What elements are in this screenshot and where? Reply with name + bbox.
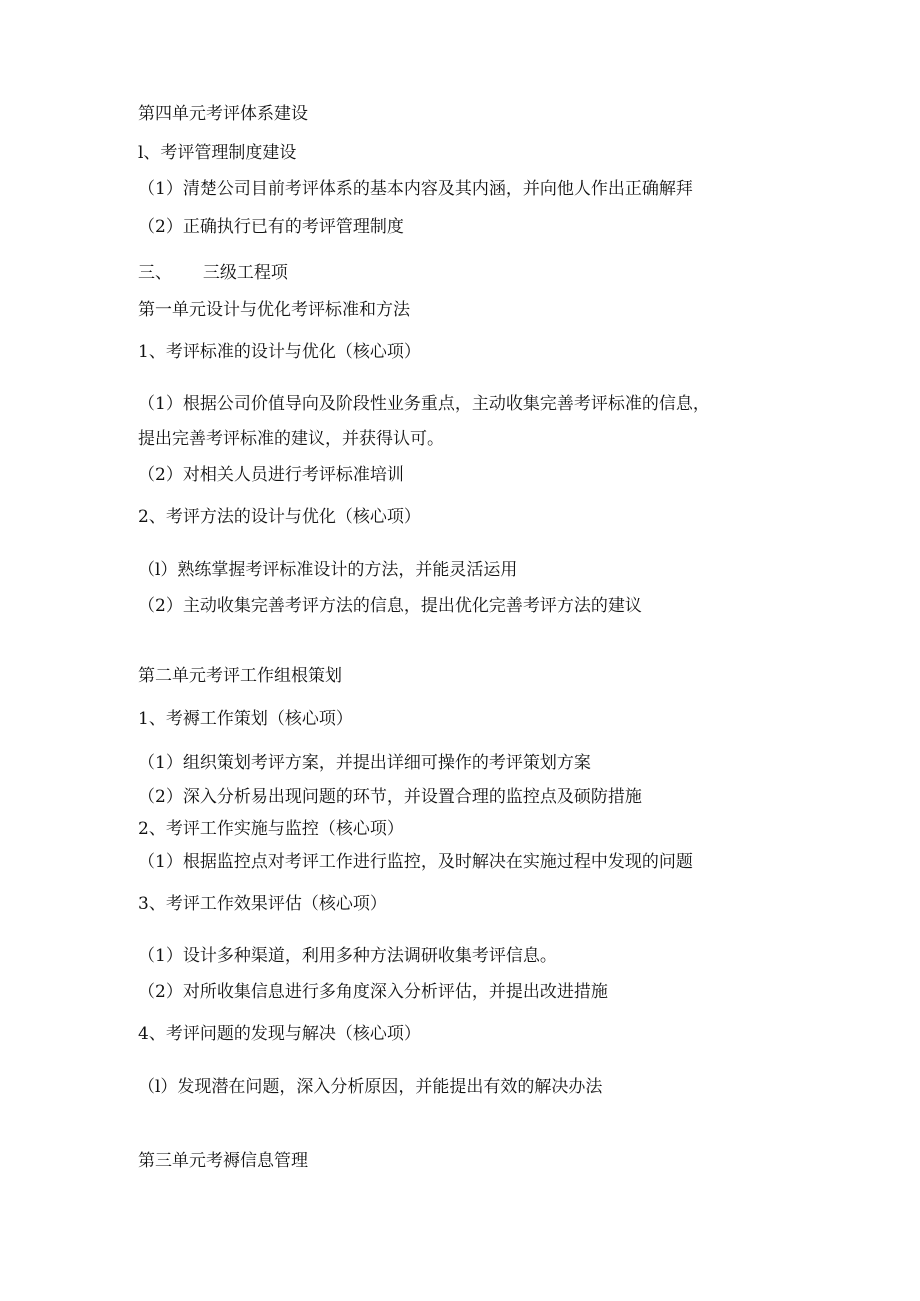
unit-heading: 第三单元考褥信息管理 bbox=[138, 1151, 308, 1171]
section-heading: l、考评管理制度建设 bbox=[138, 143, 297, 163]
list-item: （2）正确执行已有的考评管理制度 bbox=[138, 217, 404, 237]
list-item: （2）主动收集完善考评方法的信息，提出优化完善考评方法的建议 bbox=[138, 596, 642, 616]
section-heading: 4、考评问题的发现与解决（核心项） bbox=[138, 1024, 421, 1044]
section-heading: 2、考评工作实施与监控（核心项） bbox=[138, 819, 404, 839]
level-heading: 三、 三级工程项 bbox=[138, 263, 288, 283]
unit-heading: 第二单元考评工作组根策划 bbox=[138, 666, 342, 686]
list-item: （1）根据监控点对考评工作进行监控，及时解决在实施过程中发现的问题 bbox=[138, 852, 693, 872]
list-item: （l）发现潜在问题，深入分析原因，并能提出有效的解决办法 bbox=[138, 1077, 603, 1097]
section-heading: 1、考褥工作策划（核心项） bbox=[138, 709, 353, 729]
list-item: （2）对所收集信息进行多角度深入分析评估，并提出改进措施 bbox=[138, 982, 608, 1002]
list-item: （l）熟练掌握考评标准设计的方法，并能灵活运用 bbox=[138, 560, 518, 580]
unit-heading: 第四单元考评体系建设 bbox=[138, 104, 308, 124]
list-item: （2）对相关人员进行考评标准培训 bbox=[138, 465, 404, 485]
list-item: （1）组织策划考评方案，并提出详细可操作的考评策划方案 bbox=[138, 753, 591, 773]
section-heading: 2、考评方法的设计与优化（核心项） bbox=[138, 507, 421, 527]
section-heading: 1、考评标准的设计与优化（核心项） bbox=[138, 342, 421, 362]
list-item: （1）根据公司价值导向及阶段性业务重点，主动收集完善考评标准的信息， bbox=[138, 394, 710, 414]
list-item-continuation: 提出完善考评标准的建议，并获得认可。 bbox=[138, 429, 444, 449]
unit-heading: 第一单元设计与优化考评标准和方法 bbox=[138, 300, 410, 320]
list-item: （2）深入分析易出现问题的环节，并设置合理的监控点及硕防措施 bbox=[138, 787, 642, 807]
section-heading: 3、考评工作效果评估（核心项） bbox=[138, 894, 387, 914]
list-item: （1）设计多种渠道，利用多种方法调研收集考评信息。 bbox=[138, 946, 557, 966]
list-item: （1）清楚公司目前考评体系的基本内容及其内涵，并向他人作出正确解拜 bbox=[138, 179, 693, 199]
